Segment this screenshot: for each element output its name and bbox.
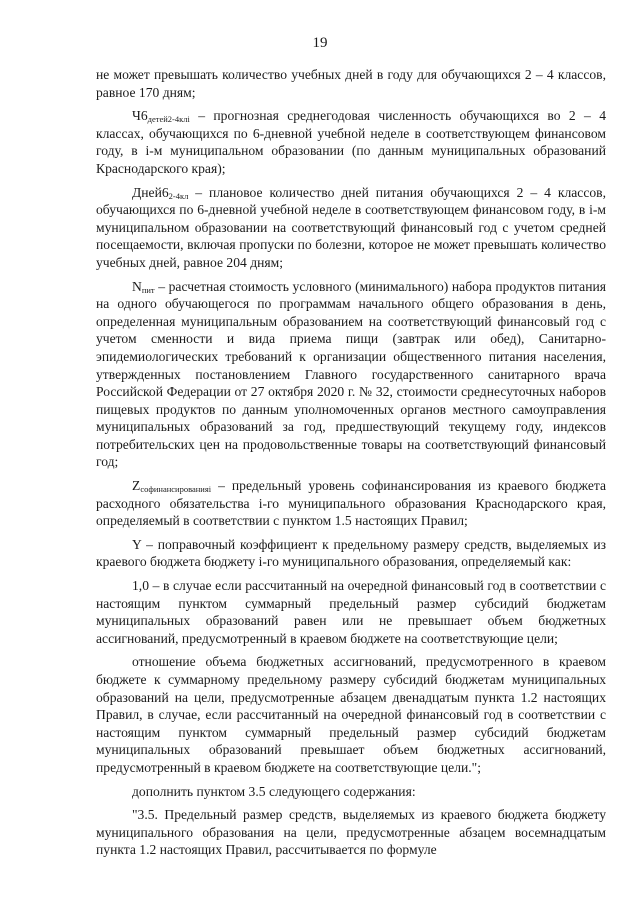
subscript: i: [208, 484, 212, 495]
document-body: [96, 66, 606, 859]
paragraph-p10: [96, 806, 606, 859]
text-run: отношение объема бюджетных ассигнований, предусмотренного в краевом бюджете к суммарному предельному размеру субсидий бюджетам муниципальных образований на цели, предусмотренные абзацем двенадцатым пункта 1.2 настоящих Правил, в случае, если рассчитанный на очередной финансовый год в соответствии с настоящим пунктом суммарный предельный размер субсидий бюджетам муниципальных образований превышает объем бюджетных ассигнований, предусмотренный в краевом бюджете на соответствующие цели.";: [96, 654, 606, 775]
paragraph-p2: [96, 107, 606, 177]
page-number: 19: [312, 35, 328, 51]
text-run: 1,0 – в случае если рассчитанный на очередной финансовый год в соответствии с настоящим пунктом суммарный предельный размер субсидий бюджетам муниципальных образований равен или не превышает объем бюджетных ассигнований, предусмотренный в краевом бюджете на соответствующие цели;: [96, 578, 606, 646]
text-run: не может превышать количество учебных дней в году для обучающихся 2 – 4 классов, равное 170 дням;: [96, 67, 606, 100]
text-run: Ч6: [132, 108, 148, 124]
paragraph-p7: [96, 577, 606, 647]
paragraph-p3: [96, 184, 606, 272]
text-run: Y – поправочный коэффициент к предельному размеру средств, выделяемых из краевого бюджета бюджету i-го муниципального образования, определяемый как:: [96, 536, 606, 570]
text-run: дополнить пунктом 3.5 следующего содержания:: [132, 783, 416, 799]
paragraph-p5: [96, 477, 606, 530]
subscript: детей2-4кл: [147, 114, 188, 125]
subscript: пит: [141, 284, 155, 295]
subscript: i: [187, 114, 190, 125]
text-run: – расчетная стоимость условного (минимального) набора продуктов питания на одного обучающегося по программам начального общего образования в день, определенная муниципальным образованием на соответствующий финансовый год с учетом сменности и вида приема пищи (завтрак или обед), Санитарно-эпидемиологических требований к организации общественного питания населения, утвержденных постановлением Главного государственного санитарного врача Российской Федерации от 27 октября 2020 г. № 32, стоимости среднесуточных наборов пищевых продуктов по данным уполномоченных органов местного самоуправления муниципальных образований за год, предшествующий текущему году, индексов потребительских цен на продовольственные товары на соответствующий финансовый год;: [96, 278, 606, 470]
paragraph-p9: [96, 783, 606, 801]
text-run: – прогнозная среднегодовая численность обучающихся во 2 – 4 классах, обучающихся по 6-дневной учебной неделе в соответствующем финансовом году, в i-м муниципальном образовании (по данным муниципальных образований Краснодарского края);: [96, 108, 606, 176]
text-run: – предельный уровень софинансирования из краевого бюджета расходного обязательства i-го муниципального образования Краснодарского края, определяемый в соответствии с пунктом 1.5 настоящих Правил;: [96, 478, 606, 529]
paragraph-p8: [96, 653, 606, 776]
text-run: – плановое количество дней питания обучающихся 2 – 4 классов, обучающихся по 6-дневной учебной неделе в соответствующем финансовом году, в i-м муниципальном образовании на соответствующий финансовый год с учетом средней посещаемости, включая пропуски по болезни, которое не может превышать количество учебных дней, равное 204 дням;: [96, 184, 606, 270]
text-run: N: [132, 278, 142, 294]
subscript: 2-4кл: [168, 190, 189, 201]
text-run: Z: [132, 478, 141, 494]
paragraph-p1: [96, 66, 606, 101]
subscript: софинансирования: [140, 484, 209, 495]
text-run: Дней6: [132, 184, 169, 200]
paragraph-p4: [96, 278, 606, 472]
paragraph-p6: [96, 536, 606, 571]
text-run: "3.5. Предельный размер средств, выделяемых из краевого бюджета бюджету муниципального образования на цели, предусмотренные абзацем восемнадцатым пункта 1.2 настоящих Правил, рассчитывается по формуле: [96, 807, 606, 858]
